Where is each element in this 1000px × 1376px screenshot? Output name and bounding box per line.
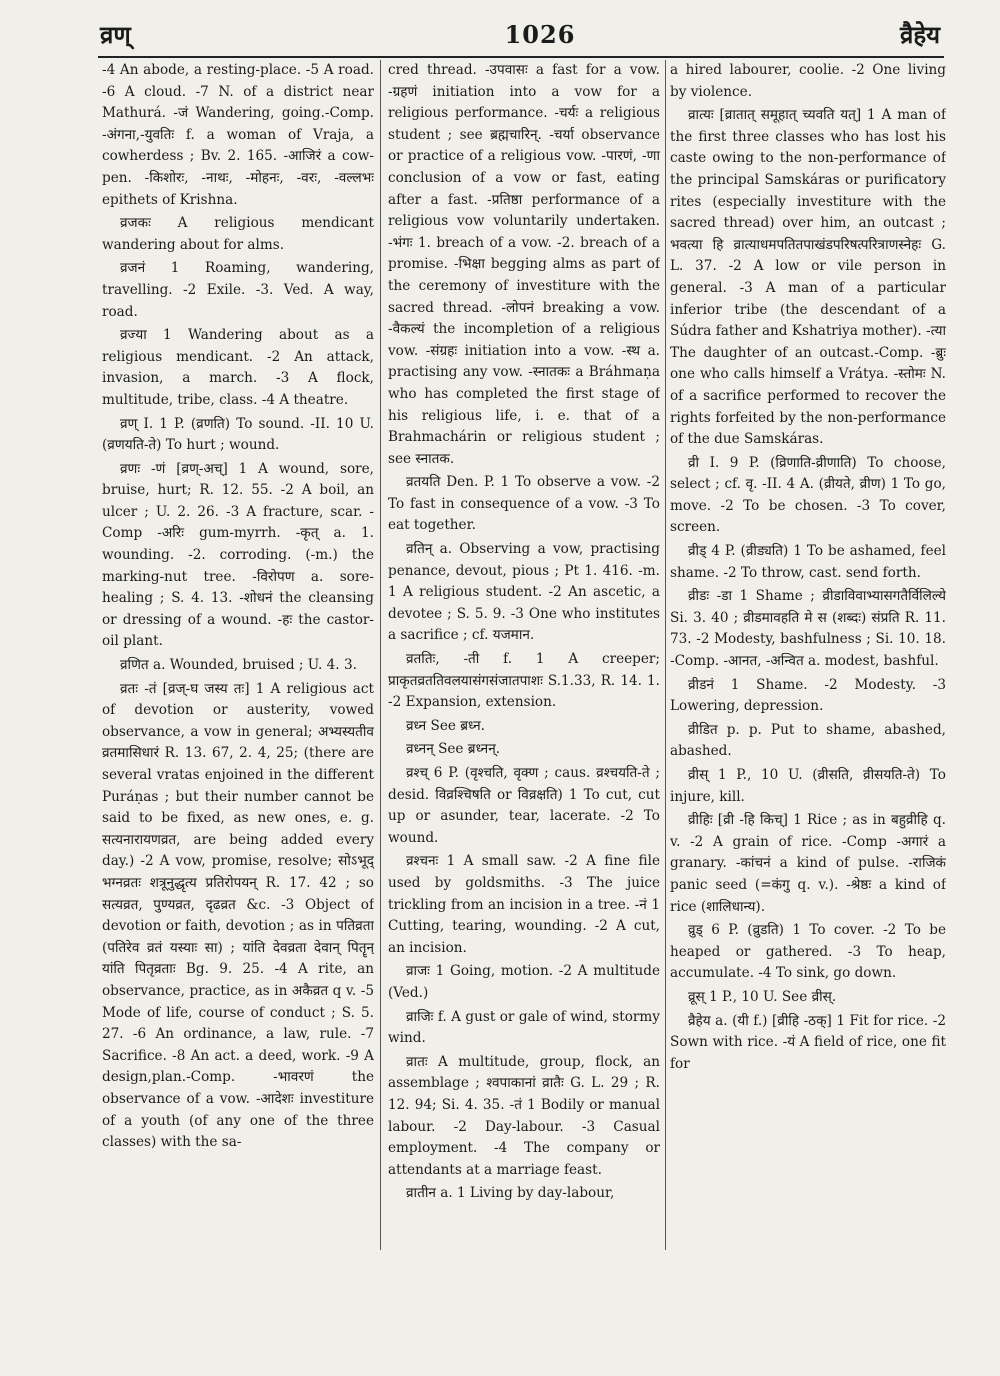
column-3	[670, 60, 946, 1255]
dictionary-entry: a hired labourer, coolie. -2 One living by violence.	[670, 62, 946, 100]
dictionary-entry: व्राजः 1 Going, motion. -2 A multitude (Ved.)	[388, 963, 660, 1001]
dictionary-entry: व्रणः -णं [व्रण्-अच्] 1 A wound, sore, bruise, hurt; R. 12. 55. -2 A boil, an ulcer ; U. 2. 26. -3 A fracture, scar. -Comp -अरिः gum-myrrh. -कृत् a. 1. wounding. -2. corroding. (-m.) the marking-nut tree. -विरोपण a. sore-healing ; S. 4. 13. -शोधनं the cleansing or dressing of a wound. -हः the castor-oil plant.	[102, 460, 374, 650]
dictionary-entry: व्रुड् 6 P. (व्रुडति) 1 To cover. -2 To be heaped or gathered. -3 To heap, accumulate. -4 To sink, go down.	[670, 922, 946, 982]
dictionary-entry: व्रध्न See ब्रध्न.	[406, 717, 485, 734]
dictionary-entry: व्रततिः, -ती f. 1 A creeper; प्राकृतव्रततिवलयासंगसंजातपाशः S.1.33, R. 14. 1. -2 Expansion, extension.	[388, 651, 660, 711]
page-header	[100, 18, 940, 52]
header-rule	[98, 56, 944, 58]
dictionary-entry: व्रीडनं 1 Shame. -2 Modesty. -3 Lowering, depression.	[670, 676, 946, 715]
dictionary-entry: व्रध्नन् See ब्रध्नन्.	[406, 741, 501, 758]
dictionary-entry: व्रातः A multitude, group, flock, an assemblage ; श्वपाकानां व्रातैः G. L. 29 ; R. 12. 94; Si. 4. 35. -तं 1 Bodily or manual labour. -2 Day-labour. -3 Casual employment. -4 The company or attendants at a marriage feast.	[388, 1053, 660, 1178]
dictionary-entry: व्रीडः -डा 1 Shame ; व्रीडाविवाभ्यासगतैर्विलिल्ये Si. 3. 40 ; व्रीडमावहति मे स (शब्दः) संप्रति R. 11. 73. -2 Modesty, bashfulness ; Si. 10. 18. -Comp. -आनत, -अन्वित a. modest, bashful.	[670, 588, 946, 670]
page-number: 1026	[504, 20, 576, 49]
dictionary-entry: -4 An abode, a resting-place. -5 A road. -6 A cloud. -7 N. of a district near Mathurá. -जं Wandering, going.-Comp. -अंगना,-युवतिः f. a woman of Vraja, a cowherdess ; Bv. 2. 165. -आजिरं a cow-pen. -किशोरः, -नाथः, -मोहनः, -वरः, -वल्लभः epithets of Krishna.	[102, 62, 374, 208]
dictionary-entry: व्रात्यः [व्रातात् समूहात् च्यवति यत्] 1 A man of the first three classes who has lost his caste owing to the non-performance of the principal Samskáras or purificatory rites (especially investiture with the sacred thread) over him, an outcast ; भवत्या हि व्रात्याधमपतितपाखंडपरिषत्परित्राणस्नेहः G. L. 37. -2 A low or vile person in general. -3 A man of a particular inferior tribe (the descendant of a Súdra father and Kshatriya mother). -त्या The daughter of an outcast.-Comp. -ब्रुः one who calls himself a Vrátya. -स्तोमः N. of a sacrifice performed to recover the rights forfeited by the non-performance of the due Samskáras.	[670, 107, 946, 448]
dictionary-entry: व्रीडित p. p. Put to shame, abashed, abashed.	[670, 721, 946, 760]
dictionary-entry: व्रतिन् a. Observing a vow, practising penance, devout, pious ; Pt 1. 416. -m. 1 A religious student. -2 An ascetic, a devotee ; S. 5. 9. -3 One who institutes a sacrifice ; cf. यजमान.	[388, 541, 660, 644]
dictionary-entry: व्रातीन a. 1 Living by day-labour,	[406, 1185, 615, 1202]
dictionary-entry: व्री I. 9 P. (व्रिणाति-व्रीणाति) To choose, select ; cf. वृ. -II. 4 A. (व्रीयते, व्रीण) 1 To go, move. -2 To be chosen. -3 To cover, screen.	[670, 454, 946, 536]
dictionary-entry: व्रीड् 4 P. (व्रीड्यति) 1 To be ashamed, feel shame. -2 To throw, cast. send forth.	[670, 543, 946, 581]
dictionary-entry: व्रतयति Den. P. 1 To observe a vow. -2 To fast in consequence of a vow. -3 To eat together.	[388, 474, 660, 534]
dictionary-entry: व्रीस् 1 P., 10 U. (व्रीसति, व्रीसयति-ते) To injure, kill.	[670, 767, 946, 805]
dictionary-entry: व्रजनं 1 Roaming, wandering, travelling. -2 Exile. -3. Ved. A way, road.	[102, 260, 374, 320]
dictionary-entry: व्रश्चनः 1 A small saw. -2 A fine file used by goldsmiths. -3 The juice trickling from an incision in a tree. -नं 1 Cutting, tearing, wounding. -2 A cut, an incision.	[388, 853, 660, 956]
left-guide-word: व्रण्	[100, 20, 131, 49]
dictionary-entry: व्रैहेय a. (यी f.) [व्रीहि -ठक्] 1 Fit for rice. -2 Sown with rice. -यं A field of rice, one fit for	[670, 1012, 946, 1072]
dictionary-entry: व्रतः -तं [व्रज्-घ जस्य तः] 1 A religious act of devotion or austerity, vowed observance, a vow in general; अभ्यस्यतीव व्रतमासिधारं R. 13. 67, 2. 4, 25; (there are several vratas enjoined in the different Puráṇas ; but their number cannot be said to be fixed, as new ones, e. g. सत्यनारायणव्रत, are being added every day.) -2 A vow, promise, resolve; सोऽभूद् भग्नव्रतः शत्रूनुद्धृत्य प्रतिरोपयन् R. 17. 42 ; so सत्यव्रत, पुण्यव्रत, दृढव्रत &c. -3 Object of devotion or faith, devotion ; as in पतिव्रता (पतिरेव व्रतं यस्याः सा) ; यांति देवव्रता देवान् पितॄन् यांति पितृव्रताः Bg. 9. 25. -4 A rite, an observance, practice, as in अकैव्रत q v. -5 Mode of life, course of conduct ; S. 5. 27. -6 An ordinance, a law, rule. -7 Sacrifice. -8 An act. a deed, work. -9 A design,plan.-Comp. -भावरणं the observance of a vow. -आदेशः investiture of a youth (of any one of the three classes) with the sa-	[102, 680, 374, 1151]
dictionary-entry: व्राजिः f. A gust or gale of wind, stormy wind.	[388, 1008, 660, 1047]
dictionary-entry: व्रजकः A religious mendicant wandering about for alms.	[102, 215, 374, 253]
column-separator	[665, 60, 666, 1250]
dictionary-entry: व्रश्च् 6 P. (वृश्चति, वृक्ण ; caus. व्रश्चयति-ते ; desid. विव्रश्चिषति or विव्रक्षति) 1 To cut, cut up or asunder, tear, lacerate. -2 To wound.	[388, 765, 660, 846]
right-guide-word: व्रैहेय	[899, 20, 940, 49]
column-2	[388, 60, 660, 1255]
dictionary-entry: व्रूस् 1 P., 10 U. See व्रीस्.	[688, 988, 837, 1005]
dictionary-entry: व्रज्या 1 Wandering about as a religious mendicant. -2 An attack, invasion, a march. -3 A flock, multitude, tribe, class. -4 A theatre.	[102, 327, 374, 408]
dictionary-entry: व्रीहिः [व्री -हि किच्] 1 Rice ; as in बहुव्रीहि q. v. -2 A grain of rice. -Comp -अगारं a granary. -कांचनं a kind of pulse. -राजिकं panic seed (=कंगु q. v.). -श्रेष्ठः a kind of rice (शालिधान्य).	[670, 812, 946, 915]
column-separator	[380, 60, 381, 1250]
dictionary-entry: व्रण् I. 1 P. (व्रणति) To sound. -II. 10 U. (व्रणयति-ते) To hurt ; wound.	[102, 415, 374, 454]
dictionary-entry: cred thread. -उपवासः a fast for a vow. -ग्रहणं initiation into a vow for a religious performance. -चर्यः a religious student ; see ब्रह्मचारिन्. -चर्या observance or practice of a religious vow. -पारणं, -णा conclusion of a vow or fast, eating after a fast. -प्रतिष्ठा performance of a religious vow voluntarily undertaken. -भंगः 1. breach of a vow. -2. breach of a promise. -भिक्षा begging alms as part of the ceremony of investiture with the sacred thread. -लोपनं breaking a vow. -वैकल्यं the incompletion of a religious vow. -संग्रहः initiation into a vow. -स्थ a. practising any vow. -स्नातकः a Bráhmaṇa who has completed the first stage of his religious life, i. e. that of a Brahmachárin or religious student ; see स्नातक.	[388, 62, 660, 467]
column-1	[102, 60, 374, 1255]
dictionary-entry: व्रणित a. Wounded, bruised ; U. 4. 3.	[120, 657, 357, 674]
